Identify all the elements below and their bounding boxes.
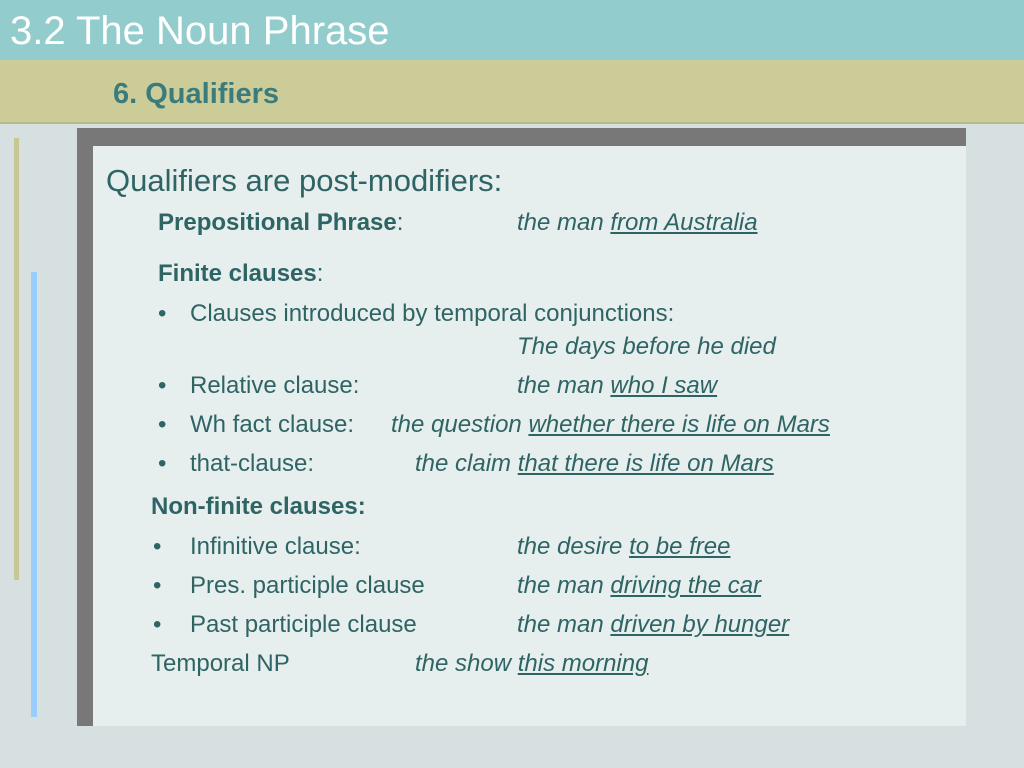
pres-participle-label: Pres. participle clause (190, 572, 425, 599)
wh-fact-clause-example-plain: the question (391, 411, 529, 438)
bullet: • (158, 411, 167, 438)
bullet: • (158, 300, 167, 327)
prep-example-underlined: from Australia (610, 209, 758, 236)
that-clause-example-underlined: that there is life on Mars (517, 450, 774, 477)
infinitive-clause-example-underlined: to be free (629, 533, 731, 560)
past-participle-example-underlined: driven by hunger (610, 611, 790, 638)
temporal-np-example-plain: the show (415, 650, 518, 677)
decorative-olive-line (14, 138, 19, 580)
relative-clause-example-underlined: who I saw (610, 372, 718, 399)
relative-clause-example (517, 371, 717, 401)
title-bar (0, 0, 1024, 60)
pres-participle-example (517, 571, 761, 601)
bullet: • (158, 372, 167, 399)
temporal-conj-label: Clauses introduced by temporal conjunctions: (190, 300, 675, 327)
temporal-conj-example-plain: The days before he died (517, 333, 776, 360)
prep-label-text: Prepositional Phrase (158, 209, 397, 236)
past-participle-example (517, 610, 789, 640)
bullet: • (158, 450, 167, 477)
that-clause-label: that-clause: (190, 450, 315, 477)
finite-label-text: Finite clauses (158, 260, 317, 287)
relative-clause-label: Relative clause: (190, 372, 360, 399)
wh-fact-clause-example-underlined: whether there is life on Mars (528, 411, 830, 438)
pres-participle-example-underlined: driving the car (610, 572, 762, 599)
temporal-np-example-underlined: this morning (517, 650, 649, 677)
wh-fact-clause-example (391, 410, 830, 440)
content-heading: Qualifiers are post-modifiers: (106, 163, 503, 198)
finite-colon: : (316, 260, 324, 287)
infinitive-clause-label: Infinitive clause: (190, 533, 361, 560)
bullet: • (153, 611, 162, 638)
prep-example (517, 208, 758, 238)
slide-subtitle: 6. Qualifiers (113, 78, 280, 110)
that-clause-example (415, 449, 774, 479)
past-participle-label: Past participle clause (190, 611, 417, 638)
infinitive-clause-example (517, 532, 730, 562)
prep-colon: : (396, 209, 404, 236)
nonfinite-label: Non-finite clauses: (151, 493, 366, 520)
bullet: • (153, 572, 162, 599)
that-clause-example-plain: the claim (415, 450, 518, 477)
bullet: • (153, 533, 162, 560)
wh-fact-clause-label: Wh fact clause: (190, 411, 355, 438)
finite-label (158, 259, 323, 289)
temporal-np-example (415, 649, 648, 679)
temporal-np-label: Temporal NP (151, 650, 290, 677)
decorative-blue-line (31, 272, 37, 717)
past-participle-example-plain: the man (517, 611, 611, 638)
relative-clause-example-plain: the man (517, 372, 611, 399)
pres-participle-example-plain: the man (517, 572, 611, 599)
temporal-conj-example (517, 332, 776, 362)
infinitive-clause-example-plain: the desire (517, 533, 630, 560)
subtitle-bar (0, 60, 1024, 124)
slide-title: 3.2 The Noun Phrase (10, 9, 390, 53)
prep-example-plain: the man (517, 209, 611, 236)
prep-label (158, 208, 403, 238)
